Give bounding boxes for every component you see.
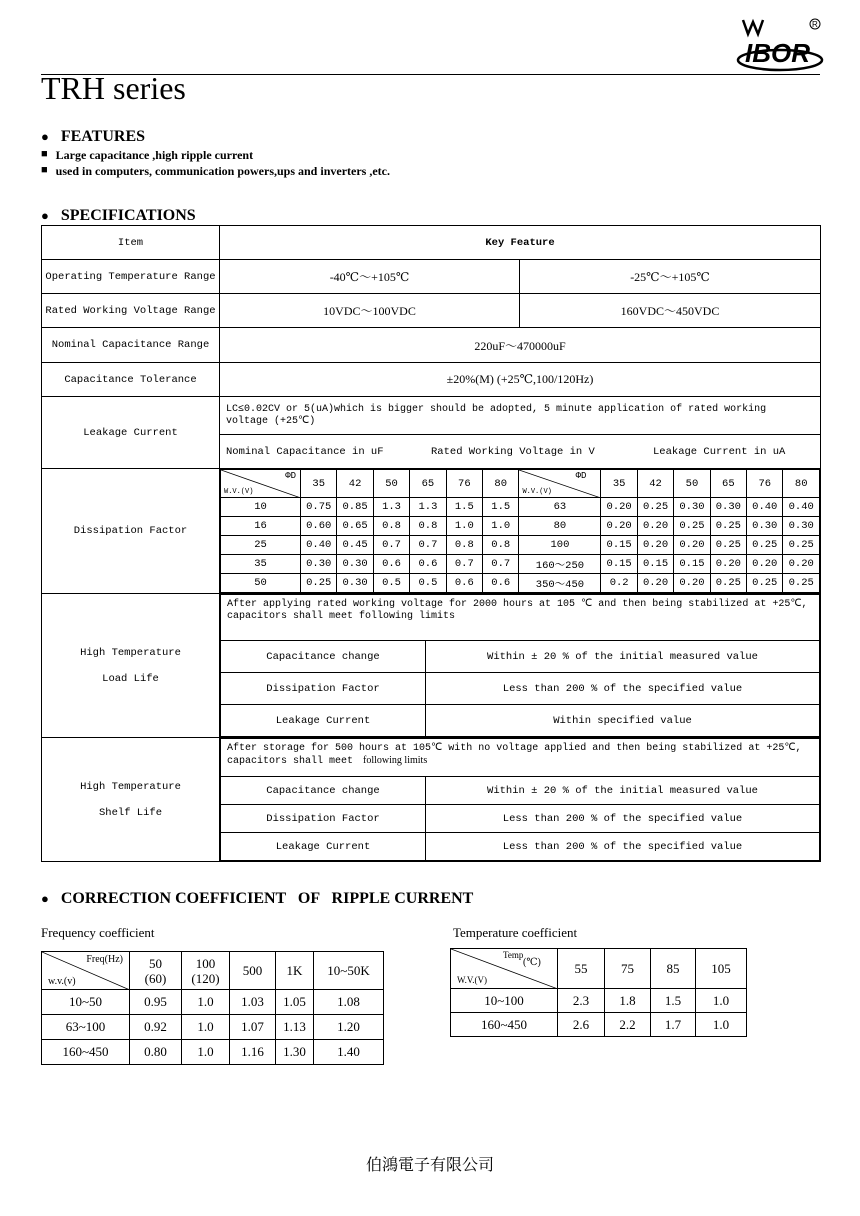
row-label: Dissipation Factor [42,469,220,594]
features-heading-text: FEATURES [60,128,146,145]
coefficient-value: 1.40 [314,1040,384,1065]
temperature-title: Temperature coefficient [453,925,578,940]
df-value: 0.15 [637,555,673,574]
feature-text: used in computers, communication powers,ups and inverters ,etc. [55,164,390,178]
parameter-cell: Capacitance change [221,777,426,805]
df-value: 0.60 [301,517,337,536]
diagonal-header [519,470,601,498]
company-name-footer: 伯鴻電子有限公司 [365,1157,494,1174]
page-title: TRH series [41,70,186,106]
features-heading [41,128,145,146]
df-value: 0.45 [337,536,373,555]
logo-text: IBOR [745,38,810,68]
coefficient-value: 1.0 [182,1040,230,1065]
limit-cell: Less than 200 % of the specified value [426,673,820,705]
df-value: 1.5 [483,498,519,517]
df-value: 0.8 [373,517,409,536]
wv-cell: 80 [519,517,601,536]
table-row [221,470,820,498]
temperature-coefficient-table [450,948,747,1037]
wv-corner-label: W.V.(V) [457,975,488,985]
temp-header: 105 [696,949,747,989]
df-value: 0.8 [446,536,482,555]
freq-header: 10~50K [314,952,384,990]
df-value: 1.5 [446,498,482,517]
wv-cell: 25 [221,536,301,555]
diameter-header: 76 [446,470,482,498]
wv-cell: 10~50 [42,990,130,1015]
wv-cell: 10~100 [451,989,558,1013]
registered-mark: R [812,20,818,29]
df-value: 0.25 [710,536,746,555]
df-value: 0.20 [710,555,746,574]
wv-label: W.V.(V) [224,488,254,496]
df-value: 0.30 [301,555,337,574]
df-value: 0.85 [337,498,373,517]
temp-header: 85 [651,949,696,989]
freq-header [182,952,230,990]
square-bullet-icon: ■ [41,164,48,176]
table-row [42,363,821,397]
coefficient-value: 1.30 [276,1040,314,1065]
wv-cell: 63 [519,498,601,517]
coefficient-value: 1.05 [276,990,314,1015]
coefficient-value: 1.07 [230,1015,276,1040]
cell-value: -25℃～+105℃ [520,260,821,294]
diagonal-header [42,952,130,990]
diameter-header: 50 [674,470,710,498]
coefficient-value: 0.95 [130,990,182,1015]
freq-header [130,952,182,990]
df-value: 0.20 [637,517,673,536]
df-value: 0.25 [674,517,710,536]
specifications-heading [41,207,196,225]
wv-cell: 35 [221,555,301,574]
table-row [42,397,821,435]
frequency-body [42,990,384,1065]
table-row [42,952,384,990]
limit-cell: Within ± 20 % of the initial measured value [426,777,820,805]
brand-logo [735,14,825,72]
df-value: 0.20 [637,574,673,593]
df-value: 1.3 [373,498,409,517]
df-value: 0.15 [601,555,637,574]
df-value: 0.40 [301,536,337,555]
load-life-detail [220,594,821,738]
df-value: 0.65 [337,517,373,536]
specifications-heading-text: SPECIFICATIONS [60,207,196,224]
df-value: 0.30 [337,555,373,574]
phi-label: ΦD [285,471,296,481]
coefficient-value: 1.8 [605,989,651,1013]
table-row [221,555,820,574]
df-value: 0.5 [373,574,409,593]
df-value: 0.25 [783,536,820,555]
label-line: High Temperature [80,646,181,659]
legend-current: Leakage Current in uA [653,445,786,458]
coefficient-value: 1.08 [314,990,384,1015]
df-value: 0.7 [373,536,409,555]
limit-cell: Less than 200 % of the specified value [426,805,820,833]
frequency-title: Frequency coefficient [41,925,155,940]
cell-value: 10VDC～100VDC [220,294,520,328]
df-value: 1.0 [483,517,519,536]
dissipation-grid [220,469,821,594]
dissipation-body [221,498,820,593]
freq-header-line: (120) [191,970,220,986]
frequency-coefficient-table [41,951,384,1065]
df-value: 0.30 [337,574,373,593]
df-value: 0.25 [710,574,746,593]
diameter-header: 65 [710,470,746,498]
correction-heading-text: CORRECTION COEFFICIENT OF RIPPLE CURRENT [60,890,474,907]
label-line: Load Life [102,672,159,685]
table-row [42,1015,384,1040]
df-value: 0.8 [410,517,446,536]
table-row [221,833,820,861]
limit-cell: Within specified value [426,705,820,737]
df-value: 0.20 [601,517,637,536]
freq-header: 500 [230,952,276,990]
diameter-header: 76 [747,470,783,498]
table-row [221,574,820,593]
table-row [42,328,821,363]
wv-corner-label: w.v.(v) [48,976,76,987]
table-row [451,1013,747,1037]
df-value: 0.6 [410,555,446,574]
freq-header-line: (60) [144,970,167,986]
parameter-cell: Dissipation Factor [221,673,426,705]
freq-header-line: 50 [149,955,162,971]
coefficient-value: 1.03 [230,990,276,1015]
table-row [221,536,820,555]
label-line: Shelf Life [98,806,162,819]
freq-header: 1K [276,952,314,990]
df-value: 1.0 [446,517,482,536]
wv-cell: 160~450 [42,1040,130,1065]
df-value: 0.2 [601,574,637,593]
square-bullet-icon: ■ [41,148,48,160]
table-row [221,595,820,641]
cell-value: -40℃～+105℃ [220,260,520,294]
df-value: 0.6 [483,574,519,593]
coefficient-value: 1.0 [696,989,747,1013]
leakage-legend [220,435,821,469]
table-row [451,949,747,989]
df-value: 0.25 [301,574,337,593]
diameter-header: 35 [301,470,337,498]
condition-text: following limits [363,755,428,766]
bullet-icon: ● [41,129,49,144]
leakage-formula: LC≤0.02CV or 5(uA)which is bigger should be adopted, 5 minute application of rated working voltage (+25℃) [220,397,821,435]
legend-capacitance: Nominal Capacitance in uF [226,445,384,458]
row-label: Nominal Capacitance Range [42,328,220,363]
table-row [42,1040,384,1065]
specifications-table [41,225,821,862]
table-row [221,805,820,833]
diameter-header: 42 [637,470,673,498]
load-life-condition: After applying rated working voltage for 2000 hours at 105 ℃ and then being stabilized at +25℃, capacitors shall meet following limits [221,595,820,641]
limit-cell: Within ± 20 % of the initial measured value [426,641,820,673]
limit-cell: Less than 200 % of the specified value [426,833,820,861]
table-row [451,989,747,1013]
df-value: 0.30 [747,517,783,536]
coefficient-value: 0.80 [130,1040,182,1065]
wv-label: W.V.(V) [522,488,552,496]
parameter-cell: Leakage Current [221,705,426,737]
table-row [221,673,820,705]
load-life-body [221,641,820,737]
diameter-header: 80 [483,470,519,498]
wv-cell: 63~100 [42,1015,130,1040]
diameter-header: 50 [373,470,409,498]
df-value: 0.30 [674,498,710,517]
wv-cell: 10 [221,498,301,517]
table-row [42,294,821,328]
diameter-header: 65 [410,470,446,498]
table-row [221,739,820,777]
df-value: 0.30 [710,498,746,517]
coefficient-value: 0.92 [130,1015,182,1040]
header-item: Item [42,226,220,260]
df-value: 0.25 [747,574,783,593]
df-value: 0.20 [783,555,820,574]
df-value: 0.8 [483,536,519,555]
table-row [221,498,820,517]
temp-corner-unit: (℃) [523,957,541,968]
row-label-shelf-life [42,738,220,862]
table-row [221,777,820,805]
df-value: 0.7 [446,555,482,574]
df-value: 0.7 [483,555,519,574]
shelf-life-table [220,738,820,861]
table-row [221,705,820,737]
coefficient-value: 1.5 [651,989,696,1013]
table-row [221,517,820,536]
diagonal-header [451,949,558,989]
shelf-life-detail [220,738,821,862]
wv-cell: 160~450 [451,1013,558,1037]
wv-cell: 50 [221,574,301,593]
df-value: 0.7 [410,536,446,555]
df-value: 0.20 [674,574,710,593]
parameter-cell: Leakage Current [221,833,426,861]
diameter-header: 80 [783,470,820,498]
phi-label: ΦD [575,471,587,481]
df-value: 0.25 [710,517,746,536]
coefficient-value: 1.7 [651,1013,696,1037]
table-row [221,641,820,673]
coefficient-value: 1.20 [314,1015,384,1040]
df-value: 0.40 [783,498,820,517]
temperature-body [451,989,747,1037]
row-label-load-life [42,594,220,738]
table-row [42,226,821,260]
cell-value: ±20%(M) (+25℃,100/120Hz) [220,363,821,397]
feature-text: Large capacitance ,high ripple current [55,148,254,162]
shelf-life-condition [221,739,820,777]
wv-cell: 350～450 [519,574,601,593]
df-value: 0.15 [601,536,637,555]
coefficient-value: 2.6 [558,1013,605,1037]
header-key-feature: Key Feature [220,226,821,260]
parameter-cell: Capacitance change [221,641,426,673]
coefficient-value: 1.0 [182,1015,230,1040]
condition-text: After storage for 500 hours at 105℃ with no voltage applied and then being stabilized at +25℃, capacitors shall meet [227,743,802,767]
diameter-header: 42 [337,470,373,498]
df-value: 0.6 [373,555,409,574]
row-label: Operating Temperature Range [42,260,220,294]
row-label: Rated Working Voltage Range [42,294,220,328]
coefficient-value: 1.0 [182,990,230,1015]
bullet-icon: ● [41,208,49,223]
df-value: 0.6 [446,574,482,593]
coefficient-value: 2.3 [558,989,605,1013]
coefficient-value: 1.13 [276,1015,314,1040]
label-line: High Temperature [80,780,181,793]
table-row [42,738,821,862]
temp-header: 75 [605,949,651,989]
feature-item [41,148,253,163]
table-row [42,260,821,294]
df-value: 0.20 [747,555,783,574]
cell-value: 160VDC～450VDC [520,294,821,328]
table-row [42,594,821,738]
df-value: 0.30 [783,517,820,536]
shelf-life-body [221,777,820,861]
load-life-table [220,594,820,737]
feature-item [41,164,390,179]
df-value: 0.25 [783,574,820,593]
coefficient-value: 2.2 [605,1013,651,1037]
diagonal-header [221,470,301,498]
parameter-cell: Dissipation Factor [221,805,426,833]
df-value: 0.20 [637,536,673,555]
row-label: Capacitance Tolerance [42,363,220,397]
freq-corner-label: Freq(Hz) [86,954,123,965]
df-value: 0.25 [747,536,783,555]
freq-header-line: 100 [195,955,216,971]
df-value: 0.20 [674,536,710,555]
temp-corner-label: Temp [503,950,524,960]
bullet-icon: ● [41,891,49,906]
df-value: 0.20 [601,498,637,517]
wv-cell: 16 [221,517,301,536]
cell-value: 220uF～470000uF [220,328,821,363]
row-label: Leakage Current [42,397,220,469]
df-value: 0.75 [301,498,337,517]
table-row [42,990,384,1015]
coefficient-value: 1.0 [696,1013,747,1037]
df-value: 0.5 [410,574,446,593]
correction-heading [41,890,473,908]
df-value: 0.15 [674,555,710,574]
temp-header: 55 [558,949,605,989]
coefficient-value: 1.16 [230,1040,276,1065]
df-value: 1.3 [410,498,446,517]
dissipation-table [220,469,820,593]
df-value: 0.40 [747,498,783,517]
df-value: 0.25 [637,498,673,517]
wv-cell: 160～250 [519,555,601,574]
legend-voltage: Rated Working Voltage in V [431,445,595,458]
table-row [42,469,821,594]
wv-cell: 100 [519,536,601,555]
diameter-header: 35 [601,470,637,498]
